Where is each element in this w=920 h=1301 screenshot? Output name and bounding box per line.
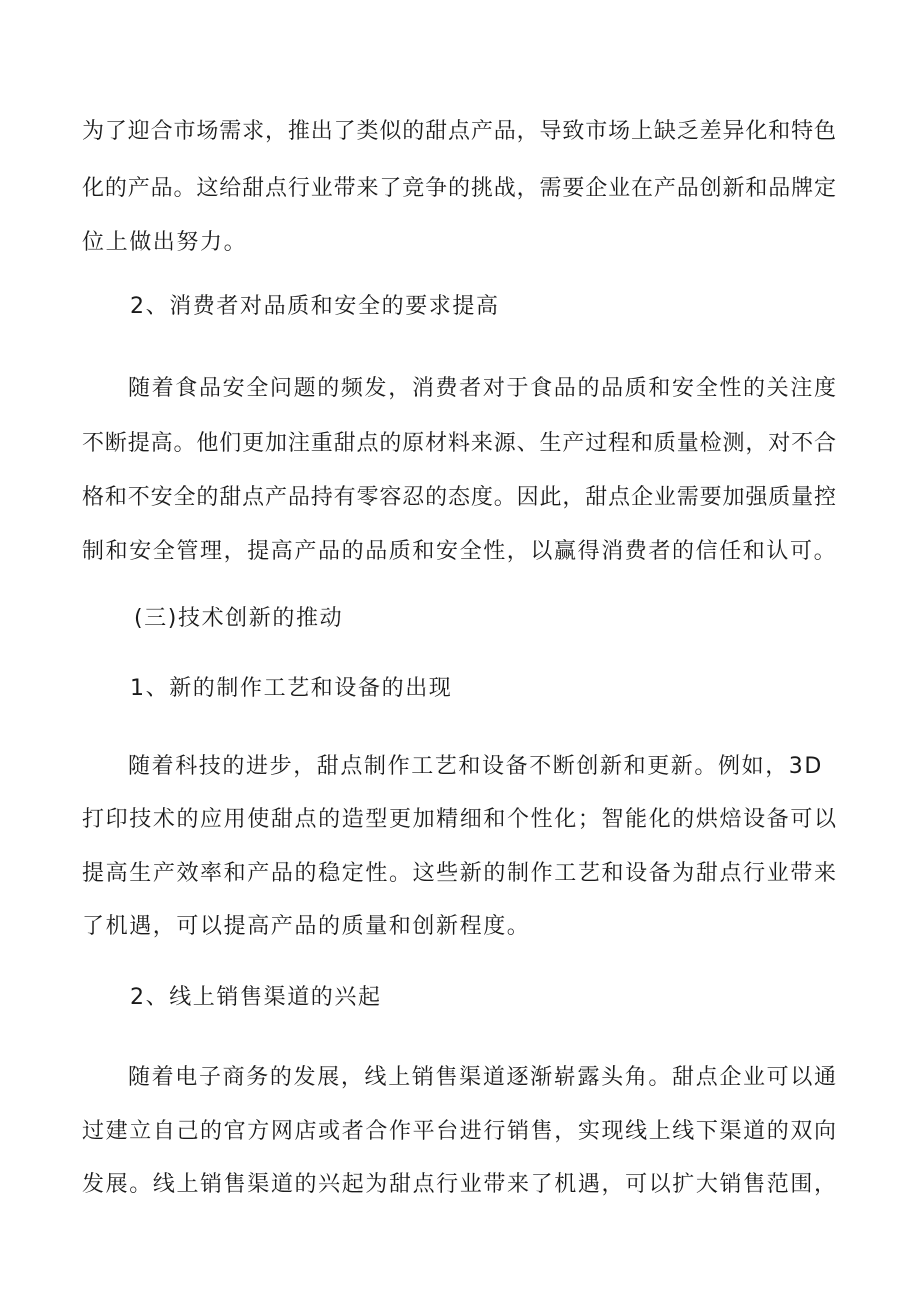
paragraph-line: 了机遇，可以提高产品的质量和创新程度。: [82, 914, 531, 939]
subsection-heading: 2、消费者对品质和安全的要求提高: [130, 294, 500, 319]
paragraph-line: 随着电子商务的发展，线上销售渠道逐渐崭露头角。甜点企业可以通: [128, 1065, 836, 1090]
paragraph-line: 不断提高。他们更加注重甜点的原材料来源、生产过程和质量检测，对不合: [82, 431, 836, 456]
paragraph-line: 提高生产效率和产品的稳定性。这些新的制作工艺和设备为甜点行业带来: [82, 861, 836, 886]
subsection-heading: 1、新的制作工艺和设备的出现: [130, 676, 453, 701]
paragraph-line: 发展。线上销售渠道的兴起为甜点行业带来了机遇，可以扩大销售范围，: [82, 1172, 836, 1197]
paragraph-line: 随着科技的进步，甜点制作工艺和设备不断创新和更新。例如，3D: [128, 754, 823, 779]
paragraph-line: 为了迎合市场需求，推出了类似的甜点产品，导致市场上缺乏差异化和特色: [82, 119, 836, 144]
paragraph-line: 过建立自己的官方网店或者合作平台进行销售，实现线上线下渠道的双向: [82, 1119, 836, 1144]
section-heading: (三)技术创新的推动: [134, 606, 344, 631]
paragraph-line: 打印技术的应用使甜点的造型更加精细和个性化；智能化的烘焙设备可以: [82, 807, 836, 832]
paragraph-line: 化的产品。这给甜点行业带来了竞争的挑战，需要企业在产品创新和品牌定: [82, 176, 836, 201]
paragraph-line: 制和安全管理，提高产品的品质和安全性，以赢得消费者的信任和认可。: [82, 539, 838, 564]
subsection-heading: 2、线上销售渠道的兴起: [130, 985, 382, 1010]
paragraph-line: 位上做出努力。: [82, 230, 248, 255]
paragraph-line: 格和不安全的甜点产品持有零容忍的态度。因此，甜点企业需要加强质量控: [82, 485, 836, 510]
paragraph-line: 随着食品安全问题的频发，消费者对于食品的品质和安全性的关注度: [128, 376, 836, 401]
